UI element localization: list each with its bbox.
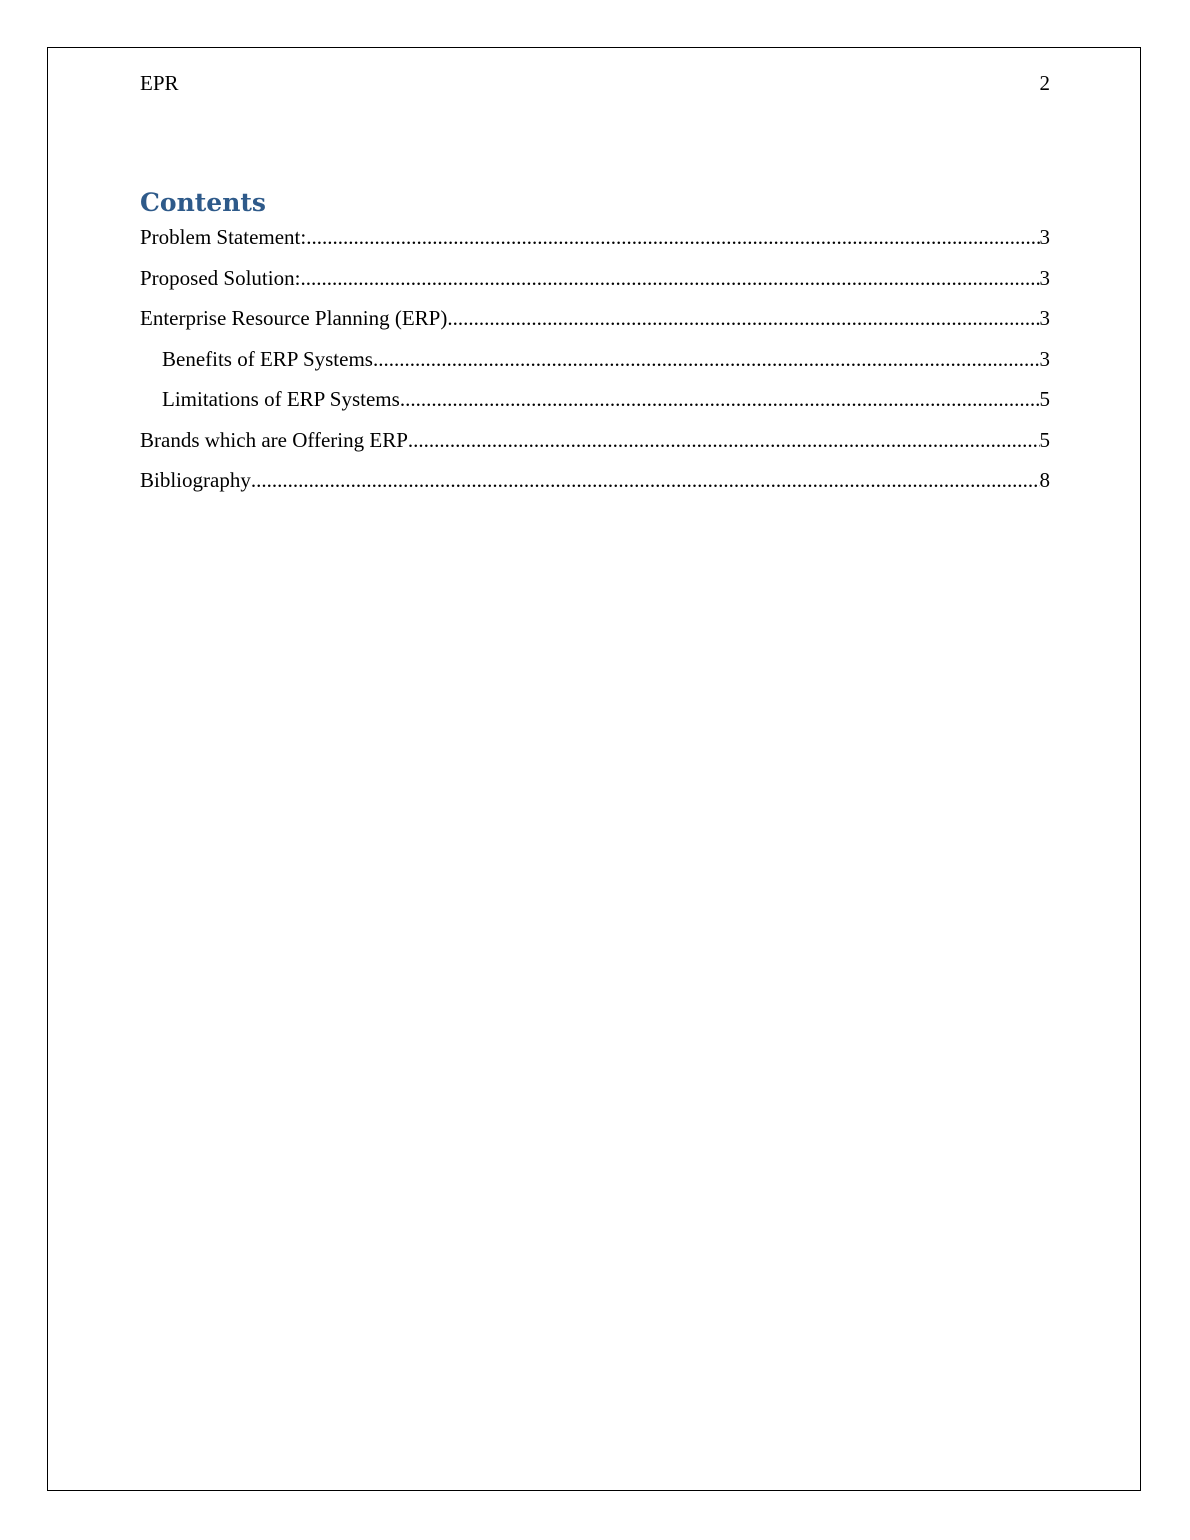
running-header-title: EPR (140, 71, 179, 95)
toc-entry-proposed-solution[interactable] (140, 265, 1050, 306)
toc-entry-limitations-of-erp[interactable] (140, 386, 1050, 427)
toc-entry-benefits-of-erp[interactable] (140, 346, 1050, 387)
toc-entry-text[interactable]: Bibliography (140, 468, 251, 492)
table-of-contents (140, 224, 1050, 508)
toc-entry-problem-statement[interactable] (140, 224, 1050, 265)
toc-heading: Contents (140, 188, 267, 217)
toc-entry-enterprise-resource-planning[interactable] (140, 305, 1050, 346)
toc-dot-leader (400, 386, 1040, 412)
toc-entry-bibliography[interactable] (140, 467, 1050, 508)
toc-entry-brands-offering-erp[interactable] (140, 427, 1050, 468)
toc-entry-page[interactable]: 3 (1039, 225, 1050, 249)
toc-entry-page[interactable]: 3 (1039, 346, 1050, 371)
toc-dot-leader (251, 467, 1040, 493)
page-number: 2 (1039, 71, 1050, 95)
toc-dot-leader (408, 427, 1040, 453)
toc-dot-leader (447, 305, 1039, 331)
toc-dot-leader (373, 346, 1040, 372)
toc-entry-text[interactable]: Problem Statement: (140, 225, 307, 249)
toc-entry-page[interactable]: 5 (1039, 387, 1050, 411)
toc-entry-page[interactable]: 3 (1039, 265, 1050, 290)
toc-dot-leader (300, 265, 1039, 291)
toc-entry-text[interactable]: Limitations of ERP Systems (162, 387, 400, 411)
toc-entry-page[interactable]: 8 (1039, 468, 1050, 492)
toc-entry-page[interactable]: 3 (1039, 306, 1050, 330)
toc-entry-text[interactable]: Benefits of ERP Systems (162, 346, 373, 371)
toc-entry-page[interactable]: 5 (1039, 427, 1050, 452)
toc-entry-text[interactable]: Proposed Solution: (140, 265, 301, 290)
toc-entry-text[interactable]: Brands which are Offering ERP (140, 427, 408, 452)
toc-dot-leader (306, 224, 1039, 250)
toc-entry-text[interactable]: Enterprise Resource Planning (ERP) (140, 306, 448, 330)
